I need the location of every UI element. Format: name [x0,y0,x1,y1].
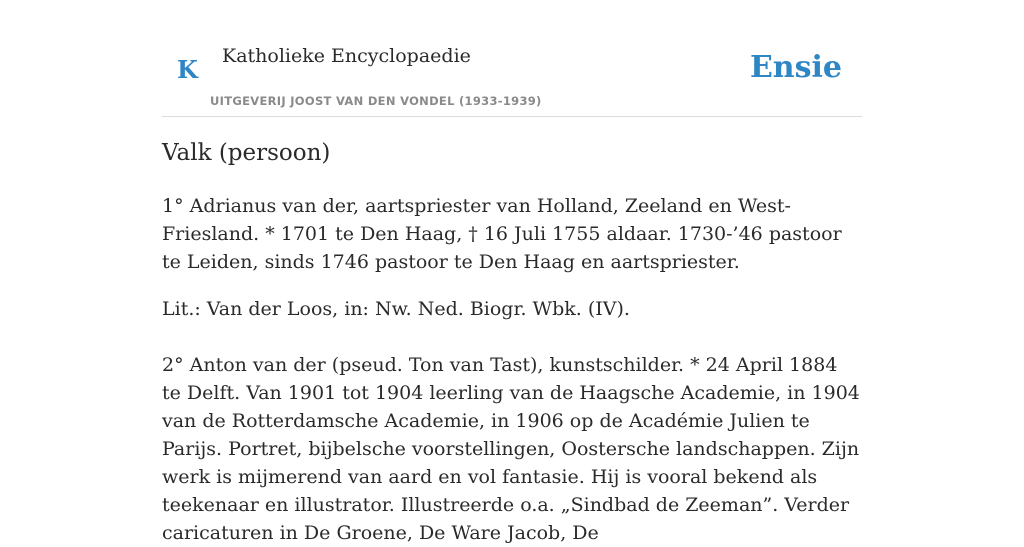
publication-title[interactable]: Katholieke Encyclopaedie [222,45,471,67]
publication-subtitle: UITGEVERIJ JOOST VAN DEN VONDEL (1933-1939) [210,94,542,108]
article-title: Valk (persoon) [162,140,331,166]
ensie-brand-link[interactable]: Ensie [749,50,842,85]
site-header [162,0,862,117]
article-paragraph: 1° Adrianus van der, aartspriester van Holland, Zeeland en West-Friesland. * 1701 te Den Haag, † 16 Juli 1755 aldaar. 1730-’46 pastoor te Leiden, sinds 1746 pastoor te Den Haag en aartspriester. [162,195,842,273]
article-paragraph: 2° Anton van der (pseud. Ton van Tast), kunstschilder. * 24 April 1884 te Delft. Van 1901 tot 1904 leerling van de Haagsche Academie, in 1904 van de Rotterdamsche Academie, in 1906 op de Académie Julien te Parijs. Portret, bijbelsche voorstellingen, Oostersche landschappen. Zijn werk is mijmerend van aard en vol fantasie. Hij is vooral bekend als teekenaar en illustrator. Illustreerde o.a. „Sindbad de Zeeman”. Verder caricaturen in De Groene, De Ware Jacob, De [162,354,860,544]
page-container [162,0,862,544]
encyclopedia-logo[interactable]: K [177,55,198,84]
article-paragraph: Lit.: Van der Loos, in: Nw. Ned. Biogr. Wbk. (IV). [162,298,630,320]
